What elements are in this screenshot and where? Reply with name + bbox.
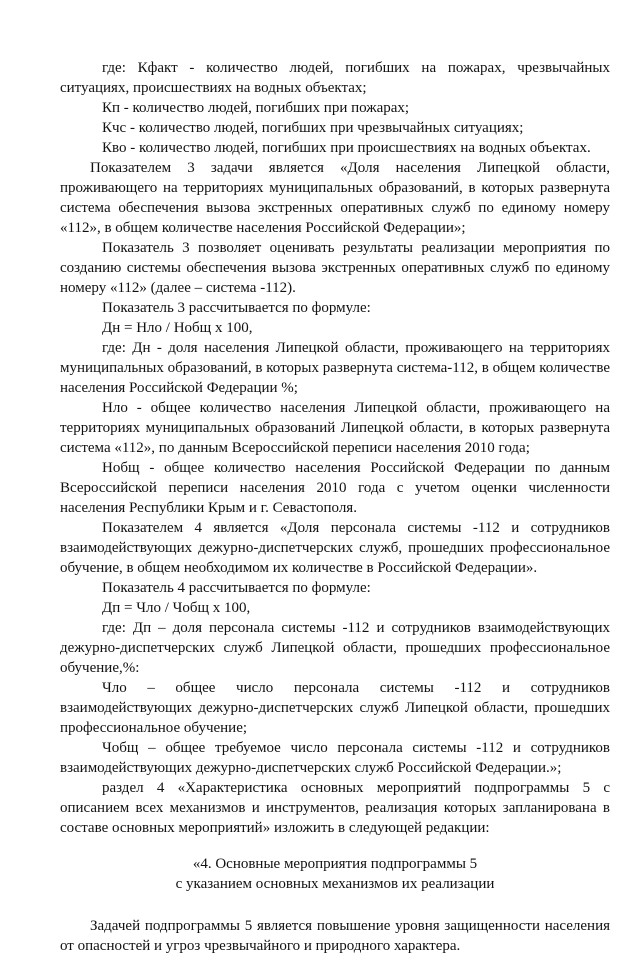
paragraph-indicator-4-formula-intro: Показатель 4 рассчитывается по формуле: xyxy=(102,580,371,596)
paragraph-subprogram-5-task: Задачей подпрограммы 5 является повышение уровня защищенности населения от опасностей и угроз чрезвычайного и природного характера. xyxy=(60,918,610,954)
paragraph-chobsch-definition: Чобщ – общее требуемое число персонала системы -112 и сотрудников взаимодействующих дежурно-диспетчерских служб Российской Федерации.»; xyxy=(60,740,610,776)
paragraph-nobsch-definition: Нобщ - общее количество населения Российской Федерации по данным Всероссийской переписи населения 2010 года с учетом оценки численности населения Республики Крым и г. Севастополя. xyxy=(60,460,610,516)
paragraph-indicator-3-purpose: Показатель 3 позволяет оценивать результаты реализации мероприятия по созданию системы обеспечения вызова экстренных оперативных служб по единому номеру «112» (далее – система -112). xyxy=(60,240,610,296)
paragraph-kfakt-definition: где: Кфакт - количество людей, погибших на пожарах, чрезвычайных ситуациях, происшествиях на водных объектах; xyxy=(60,60,610,96)
formula-dn: Дн = Нло / Нобщ х 100, xyxy=(102,320,253,336)
paragraph-kvo-definition: Кво - количество людей, погибших при происшествиях на водных объектах. xyxy=(102,140,591,156)
body-text xyxy=(60,58,610,838)
paragraph-dn-definition: где: Дн - доля населения Липецкой области, проживающего на территориях муниципальных образований, в которых развернута система-112, в общем количестве населения Российской Федерации %; xyxy=(60,340,610,396)
paragraph-nlo-definition: Нло - общее количество населения Липецкой области, проживающего на территориях муниципальных образований Липецкой области, в которых развернута система «112», по данным Всероссийской переписи населения 2010 года; xyxy=(60,400,610,456)
paragraph-section-4-amendment: раздел 4 «Характеристика основных мероприятий подпрограммы 5 с описанием всех механизмов и инструментов, реализация которых запланирована в составе основных мероприятий» изложить в следующей редакции: xyxy=(60,780,610,836)
paragraph-dp-definition: где: Дп – доля персонала системы -112 и сотрудников взаимодействующих дежурно-диспетчерских служб Липецкой области, прошедших профессиональное обучение,%: xyxy=(60,620,610,676)
section-heading xyxy=(60,854,610,894)
section-heading-line-1: «4. Основные мероприятия подпрограммы 5 xyxy=(192,856,478,872)
document-page xyxy=(60,58,610,956)
formula-dp: Дп = Чло / Чобщ х 100, xyxy=(102,600,251,616)
paragraph-indicator-3-formula-intro: Показатель 3 рассчитывается по формуле: xyxy=(102,300,371,316)
paragraph-indicator-3: Показателем 3 задачи является «Доля населения Липецкой области, проживающего на территориях муниципальных образований, в которых развернута система обеспечения вызова экстренных оперативных служб по единому номеру «112», в общем количестве населения Российской Федерации»; xyxy=(60,160,610,236)
paragraph-kchs-definition: Кчс - количество людей, погибших при чрезвычайных ситуациях; xyxy=(102,120,524,136)
paragraph-kp-definition: Кп - количество людей, погибших при пожарах; xyxy=(102,100,410,116)
paragraph-indicator-4: Показателем 4 является «Доля персонала системы -112 и сотрудников взаимодействующих дежурно-диспетчерских служб, прошедших профессиональное обучение, в общем необходимом их количестве в Российской Федерации». xyxy=(60,520,610,576)
section-heading-line-2: с указанием основных механизмов их реализации xyxy=(175,876,495,892)
paragraph-chlo-definition: Чло – общее число персонала системы -112 и сотрудников взаимодействующих дежурно-диспетчерских служб Липецкой области, прошедших профессиональное обучение; xyxy=(60,680,610,736)
